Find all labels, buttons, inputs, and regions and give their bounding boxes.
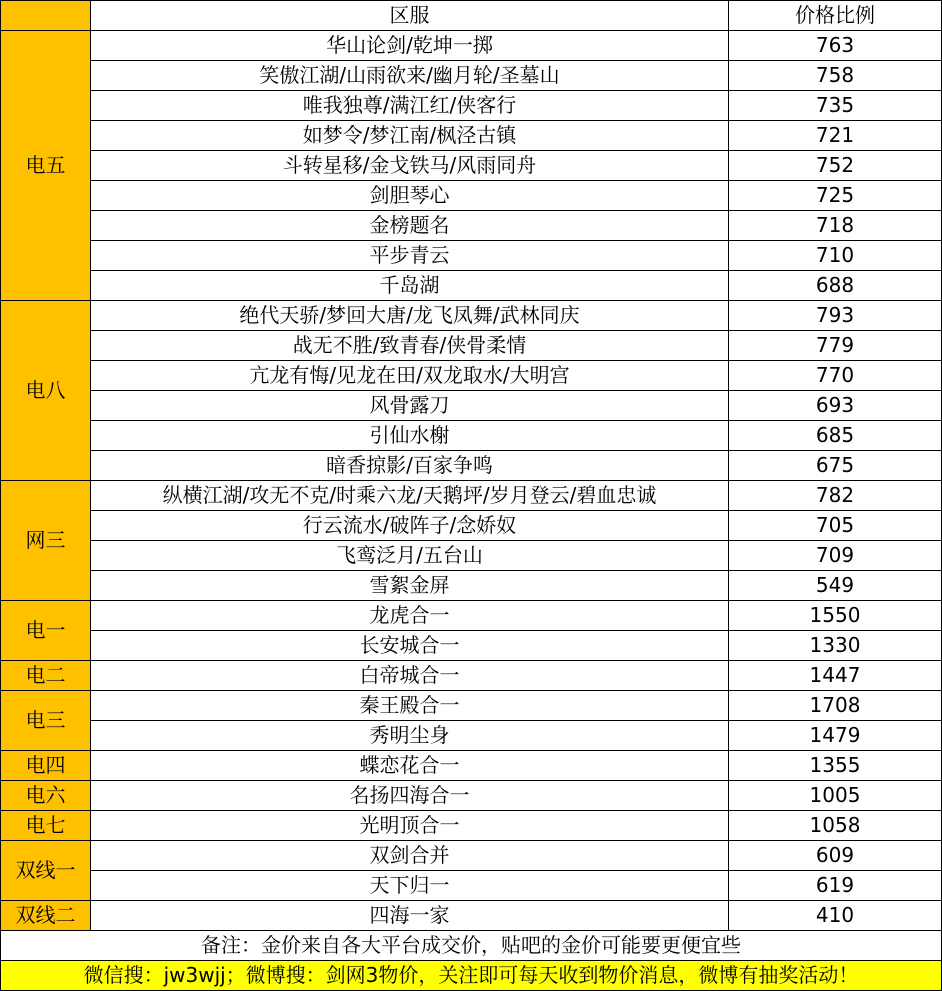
table-row [1, 451, 942, 481]
server-cell: 飞鸾泛月/五台山 [91, 541, 729, 571]
server-cell: 行云流水/破阵子/念娇奴 [91, 511, 729, 541]
server-cell: 纵横江湖/攻无不克/时乘六龙/天鹅坪/岁月登云/碧血忠诚 [91, 481, 729, 511]
table-row [1, 181, 942, 211]
server-cell: 名扬四海合一 [91, 781, 729, 811]
price-cell: 1479 [729, 721, 942, 751]
table-row [1, 151, 942, 181]
region-cell: 电八 [1, 301, 91, 481]
server-cell: 亢龙有悔/见龙在田/双龙取水/大明宫 [91, 361, 729, 391]
server-cell: 引仙水榭 [91, 421, 729, 451]
server-cell: 平步青云 [91, 241, 729, 271]
table-row [1, 481, 942, 511]
price-column-header: 价格比例 [729, 1, 942, 31]
server-cell: 白帝城合一 [91, 661, 729, 691]
price-cell: 710 [729, 241, 942, 271]
price-cell: 725 [729, 181, 942, 211]
price-cell: 705 [729, 511, 942, 541]
server-cell: 战无不胜/致青春/侠骨柔情 [91, 331, 729, 361]
price-cell: 675 [729, 451, 942, 481]
server-cell: 蝶恋花合一 [91, 751, 729, 781]
price-cell: 410 [729, 901, 942, 931]
table-row [1, 331, 942, 361]
table-row [1, 271, 942, 301]
price-cell: 718 [729, 211, 942, 241]
price-cell: 763 [729, 31, 942, 61]
table-row [1, 31, 942, 61]
table-row [1, 871, 942, 901]
server-cell: 斗转星移/金戈铁马/风雨同舟 [91, 151, 729, 181]
price-cell: 1005 [729, 781, 942, 811]
price-cell: 688 [729, 271, 942, 301]
table-row [1, 511, 942, 541]
server-cell: 龙虎合一 [91, 601, 729, 631]
table-row [1, 211, 942, 241]
promo-text: 微信搜：jw3wjj；微博搜：剑网3物价，关注即可每天收到物价消息，微博有抽奖活动！ [1, 961, 942, 991]
price-cell: 1708 [729, 691, 942, 721]
server-cell: 笑傲江湖/山雨欲来/幽月轮/圣墓山 [91, 61, 729, 91]
server-cell: 长安城合一 [91, 631, 729, 661]
server-cell: 唯我独尊/满江红/侠客行 [91, 91, 729, 121]
price-cell: 752 [729, 151, 942, 181]
price-cell: 735 [729, 91, 942, 121]
note-text: 备注：金价来自各大平台成交价，贴吧的金价可能要更便宜些 [1, 931, 942, 961]
server-cell: 暗香掠影/百家争鸣 [91, 451, 729, 481]
region-cell: 电五 [1, 31, 91, 301]
table-row [1, 361, 942, 391]
server-cell: 如梦令/梦江南/枫泾古镇 [91, 121, 729, 151]
table-row [1, 691, 942, 721]
server-cell: 秀明尘身 [91, 721, 729, 751]
server-column-header: 区服 [91, 1, 729, 31]
table-row [1, 61, 942, 91]
server-cell: 光明顶合一 [91, 811, 729, 841]
region-cell: 电四 [1, 751, 91, 781]
server-cell: 风骨露刀 [91, 391, 729, 421]
price-cell: 721 [729, 121, 942, 151]
price-cell: 1550 [729, 601, 942, 631]
price-cell: 779 [729, 331, 942, 361]
table-row [1, 781, 942, 811]
table-row [1, 391, 942, 421]
table-row [1, 541, 942, 571]
corner-cell [1, 1, 91, 31]
price-cell: 709 [729, 541, 942, 571]
table-row [1, 301, 942, 331]
region-cell: 双线二 [1, 901, 91, 931]
price-cell: 693 [729, 391, 942, 421]
table-row [1, 91, 942, 121]
price-cell: 609 [729, 841, 942, 871]
server-cell: 千岛湖 [91, 271, 729, 301]
table-row [1, 811, 942, 841]
server-cell: 天下归一 [91, 871, 729, 901]
table-row [1, 241, 942, 271]
server-cell: 双剑合并 [91, 841, 729, 871]
table-row [1, 631, 942, 661]
server-cell: 秦王殿合一 [91, 691, 729, 721]
server-cell: 剑胆琴心 [91, 181, 729, 211]
server-cell: 绝代天骄/梦回大唐/龙飞凤舞/武林同庆 [91, 301, 729, 331]
region-cell: 网三 [1, 481, 91, 601]
table-row [1, 751, 942, 781]
table-row [1, 571, 942, 601]
server-cell: 四海一家 [91, 901, 729, 931]
price-cell: 793 [729, 301, 942, 331]
server-cell: 华山论剑/乾坤一掷 [91, 31, 729, 61]
region-cell: 双线一 [1, 841, 91, 901]
region-cell: 电七 [1, 811, 91, 841]
price-cell: 549 [729, 571, 942, 601]
price-cell: 619 [729, 871, 942, 901]
table-body [1, 31, 942, 931]
header-row [1, 1, 942, 31]
price-cell: 685 [729, 421, 942, 451]
server-cell: 雪絮金屏 [91, 571, 729, 601]
price-cell: 1330 [729, 631, 942, 661]
price-cell: 1355 [729, 751, 942, 781]
table-row [1, 901, 942, 931]
price-cell: 1058 [729, 811, 942, 841]
note-row [1, 931, 942, 961]
price-cell: 770 [729, 361, 942, 391]
region-cell: 电三 [1, 691, 91, 751]
table-row [1, 661, 942, 691]
table-row [1, 421, 942, 451]
region-cell: 电二 [1, 661, 91, 691]
region-cell: 电一 [1, 601, 91, 661]
server-cell: 金榜题名 [91, 211, 729, 241]
promo-row [1, 961, 942, 991]
price-cell: 782 [729, 481, 942, 511]
table-row [1, 121, 942, 151]
table-row [1, 721, 942, 751]
price-cell: 758 [729, 61, 942, 91]
region-cell: 电六 [1, 781, 91, 811]
table-row [1, 601, 942, 631]
price-cell: 1447 [729, 661, 942, 691]
table-row [1, 841, 942, 871]
